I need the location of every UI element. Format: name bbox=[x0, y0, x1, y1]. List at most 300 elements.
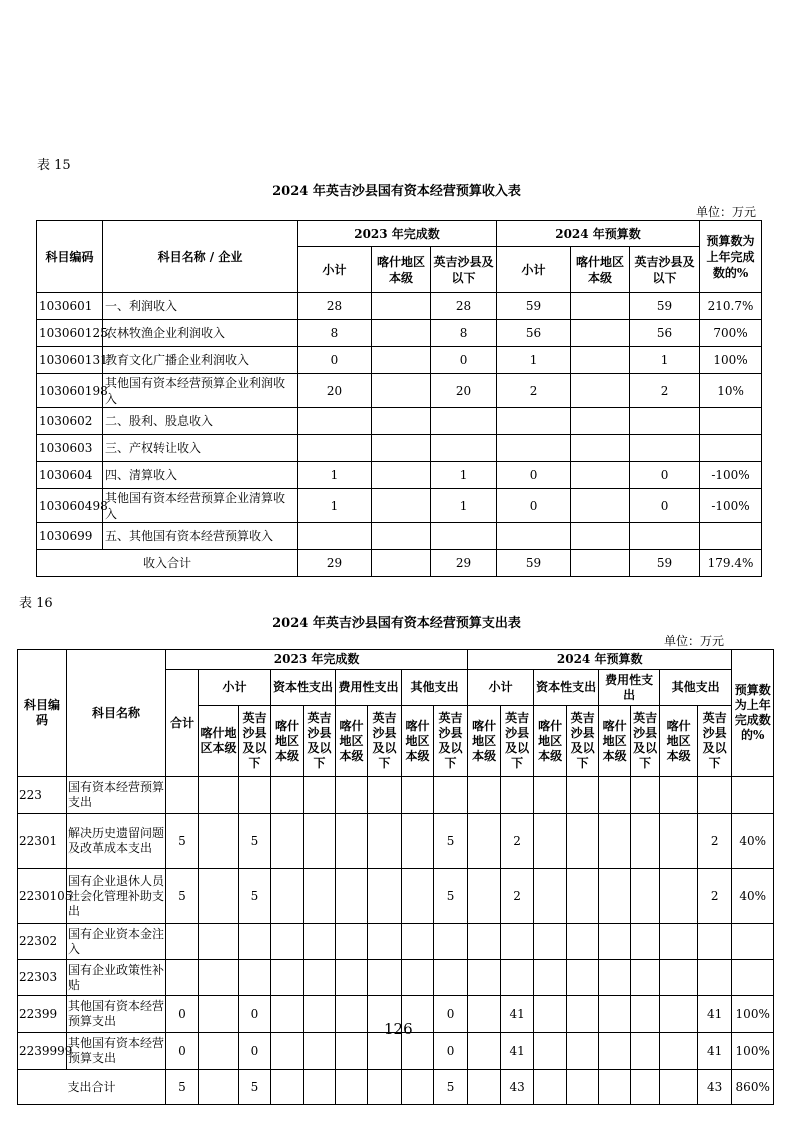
row-code: 22399 bbox=[18, 996, 67, 1033]
cell bbox=[700, 435, 762, 462]
cell: 1 bbox=[298, 489, 372, 523]
cell bbox=[304, 1070, 336, 1105]
cell: 20 bbox=[431, 374, 497, 408]
cell bbox=[372, 550, 431, 577]
cell bbox=[599, 924, 631, 960]
cell bbox=[199, 1070, 239, 1105]
cell bbox=[571, 550, 630, 577]
cell bbox=[298, 408, 372, 435]
cell bbox=[304, 777, 336, 814]
cell bbox=[497, 523, 571, 550]
cell bbox=[271, 996, 304, 1033]
row-name: 其他国有资本经营预算支出 bbox=[67, 996, 166, 1033]
cell bbox=[571, 374, 630, 408]
cell: -100% bbox=[700, 462, 762, 489]
header-kashgar: 喀什地区本级 bbox=[372, 247, 431, 293]
cell bbox=[732, 777, 774, 814]
cell: 0 bbox=[434, 1033, 468, 1070]
cell bbox=[368, 869, 402, 924]
header-name: 科目名称 / 企业 bbox=[103, 221, 298, 293]
cell bbox=[368, 960, 402, 996]
cell bbox=[199, 924, 239, 960]
row-code: 1030699 bbox=[37, 523, 103, 550]
row-code: 2239999 bbox=[18, 1033, 67, 1070]
cell: 860% bbox=[732, 1070, 774, 1105]
row-code: 223 bbox=[18, 777, 67, 814]
cell: 8 bbox=[431, 320, 497, 347]
table15-title: 2024 年英吉沙县国有资本经营预算收入表 bbox=[272, 184, 521, 199]
table15-unit: 单位：万元 bbox=[696, 205, 757, 219]
cell: 0 bbox=[630, 462, 700, 489]
cell bbox=[501, 960, 534, 996]
cell: 8 bbox=[298, 320, 372, 347]
header-kashgar: 喀什地区本级 bbox=[271, 706, 304, 777]
header-other: 其他支出 bbox=[660, 670, 732, 706]
cell: 28 bbox=[298, 293, 372, 320]
cell bbox=[239, 960, 271, 996]
cell: 28 bbox=[431, 293, 497, 320]
header-county: 英吉沙县及以下 bbox=[567, 706, 599, 777]
header-subtotal: 小计 bbox=[497, 247, 571, 293]
header-code: 科目编码 bbox=[18, 650, 67, 777]
header-expense: 费用性支出 bbox=[336, 670, 402, 706]
cell bbox=[660, 777, 698, 814]
cell bbox=[630, 408, 700, 435]
cell bbox=[571, 523, 630, 550]
cell bbox=[468, 960, 501, 996]
cell bbox=[631, 814, 660, 869]
cell bbox=[166, 960, 199, 996]
header-county: 英吉沙县及以下 bbox=[368, 706, 402, 777]
row-name: 农林牧渔企业利润收入 bbox=[103, 320, 298, 347]
row-name: 四、清算收入 bbox=[103, 462, 298, 489]
cell bbox=[372, 320, 431, 347]
row-code: 103060125 bbox=[37, 320, 103, 347]
cell bbox=[336, 869, 368, 924]
cell bbox=[571, 435, 630, 462]
cell: 5 bbox=[434, 814, 468, 869]
cell bbox=[660, 960, 698, 996]
cell: 0 bbox=[166, 996, 199, 1033]
cell bbox=[402, 960, 434, 996]
cell bbox=[336, 1070, 368, 1105]
header-county: 英吉沙县及以下 bbox=[434, 706, 468, 777]
cell: 100% bbox=[732, 996, 774, 1033]
cell bbox=[468, 777, 501, 814]
cell bbox=[271, 777, 304, 814]
cell bbox=[534, 1033, 567, 1070]
cell bbox=[298, 523, 372, 550]
cell bbox=[534, 960, 567, 996]
cell bbox=[199, 1033, 239, 1070]
header-county: 英吉沙县及以下 bbox=[631, 706, 660, 777]
cell bbox=[567, 924, 599, 960]
cell bbox=[271, 1070, 304, 1105]
cell bbox=[402, 1033, 434, 1070]
cell bbox=[534, 1070, 567, 1105]
table-row bbox=[37, 347, 762, 374]
cell bbox=[402, 924, 434, 960]
cell: 41 bbox=[501, 996, 534, 1033]
cell bbox=[336, 1033, 368, 1070]
table-row bbox=[37, 320, 762, 347]
cell: 41 bbox=[698, 1033, 732, 1070]
row-name: 其他国有资本经营预算企业利润收入 bbox=[103, 374, 298, 408]
cell bbox=[431, 523, 497, 550]
cell bbox=[631, 996, 660, 1033]
cell: 0 bbox=[239, 1033, 271, 1070]
cell bbox=[166, 924, 199, 960]
cell bbox=[497, 408, 571, 435]
row-name: 二、股利、股息收入 bbox=[103, 408, 298, 435]
cell bbox=[271, 924, 304, 960]
cell bbox=[698, 924, 732, 960]
row-code: 103060498 bbox=[37, 489, 103, 523]
row-code: 1030602 bbox=[37, 408, 103, 435]
cell bbox=[631, 960, 660, 996]
cell bbox=[631, 869, 660, 924]
table-row bbox=[37, 462, 762, 489]
cell bbox=[567, 960, 599, 996]
header-county: 英吉沙县及以下 bbox=[239, 706, 271, 777]
cell: 40% bbox=[732, 814, 774, 869]
cell bbox=[599, 960, 631, 996]
table-row bbox=[18, 777, 774, 814]
table16-total-row bbox=[18, 1070, 774, 1105]
table-row bbox=[18, 869, 774, 924]
row-name: 五、其他国有资本经营预算收入 bbox=[103, 523, 298, 550]
header-kashgar: 喀什地区本级 bbox=[468, 706, 501, 777]
cell bbox=[599, 1070, 631, 1105]
cell: 100% bbox=[732, 1033, 774, 1070]
cell bbox=[497, 435, 571, 462]
cell: 5 bbox=[434, 1070, 468, 1105]
row-name: 解决历史遗留问题及改革成本支出 bbox=[67, 814, 166, 869]
table-row bbox=[18, 924, 774, 960]
cell bbox=[700, 523, 762, 550]
cell: 41 bbox=[501, 1033, 534, 1070]
cell bbox=[571, 408, 630, 435]
cell: 1 bbox=[431, 489, 497, 523]
row-code: 1030603 bbox=[37, 435, 103, 462]
row-code: 1030604 bbox=[37, 462, 103, 489]
cell bbox=[199, 777, 239, 814]
cell: 20 bbox=[298, 374, 372, 408]
cell bbox=[698, 777, 732, 814]
cell bbox=[571, 462, 630, 489]
cell bbox=[534, 996, 567, 1033]
header-county: 英吉沙县及以下 bbox=[698, 706, 732, 777]
cell bbox=[304, 996, 336, 1033]
cell: 1 bbox=[497, 347, 571, 374]
row-name: 国有企业政策性补贴 bbox=[67, 960, 166, 996]
table16-unit: 单位：万元 bbox=[664, 634, 725, 648]
table-row bbox=[37, 374, 762, 408]
cell bbox=[599, 1033, 631, 1070]
cell bbox=[402, 777, 434, 814]
cell bbox=[271, 869, 304, 924]
cell bbox=[304, 869, 336, 924]
table15-label: 表 15 bbox=[37, 158, 71, 173]
cell: 29 bbox=[298, 550, 372, 577]
cell bbox=[631, 1070, 660, 1105]
cell bbox=[372, 374, 431, 408]
cell bbox=[631, 777, 660, 814]
row-code: 103060131 bbox=[37, 347, 103, 374]
cell: 5 bbox=[166, 814, 199, 869]
header-2024: 2024 年预算数 bbox=[497, 221, 700, 247]
cell bbox=[304, 960, 336, 996]
cell bbox=[336, 924, 368, 960]
cell bbox=[571, 347, 630, 374]
cell bbox=[534, 814, 567, 869]
cell: 10% bbox=[700, 374, 762, 408]
cell: 210.7% bbox=[700, 293, 762, 320]
cell bbox=[468, 1070, 501, 1105]
table-row bbox=[37, 489, 762, 523]
cell: 43 bbox=[501, 1070, 534, 1105]
header-kashgar: 喀什地区本级 bbox=[599, 706, 631, 777]
cell bbox=[372, 435, 431, 462]
header-capital: 资本性支出 bbox=[271, 670, 336, 706]
table-row bbox=[37, 408, 762, 435]
row-name: 教育文化广播企业利润收入 bbox=[103, 347, 298, 374]
header-name: 科目名称 bbox=[67, 650, 166, 777]
table15-total-row bbox=[37, 550, 762, 577]
header-county: 英吉沙县及以下 bbox=[501, 706, 534, 777]
cell bbox=[660, 814, 698, 869]
cell: 59 bbox=[497, 293, 571, 320]
row-code: 2230105 bbox=[18, 869, 67, 924]
cell bbox=[534, 869, 567, 924]
cell: 5 bbox=[239, 814, 271, 869]
cell: 0 bbox=[431, 347, 497, 374]
cell bbox=[599, 777, 631, 814]
row-name: 一、利润收入 bbox=[103, 293, 298, 320]
cell bbox=[660, 869, 698, 924]
header-subtotal: 小计 bbox=[298, 247, 372, 293]
cell bbox=[304, 924, 336, 960]
cell bbox=[336, 960, 368, 996]
cell bbox=[372, 523, 431, 550]
cell bbox=[434, 960, 468, 996]
cell bbox=[567, 814, 599, 869]
cell: 100% bbox=[700, 347, 762, 374]
cell: 0 bbox=[630, 489, 700, 523]
cell bbox=[271, 960, 304, 996]
row-code: 22301 bbox=[18, 814, 67, 869]
cell bbox=[534, 924, 567, 960]
header-kashgar: 喀什地区本级 bbox=[660, 706, 698, 777]
row-code: 22303 bbox=[18, 960, 67, 996]
cell: 700% bbox=[700, 320, 762, 347]
header-kashgar: 喀什地区本级 bbox=[571, 247, 630, 293]
cell: 0 bbox=[166, 1033, 199, 1070]
cell: 0 bbox=[434, 996, 468, 1033]
cell bbox=[501, 924, 534, 960]
table-row bbox=[18, 1033, 774, 1070]
cell bbox=[372, 462, 431, 489]
cell bbox=[372, 347, 431, 374]
table15 bbox=[36, 220, 762, 577]
cell bbox=[304, 1033, 336, 1070]
page-number: 126 bbox=[384, 1020, 413, 1038]
cell: 1 bbox=[298, 462, 372, 489]
header-county: 英吉沙县及以下 bbox=[630, 247, 700, 293]
cell bbox=[660, 1033, 698, 1070]
cell bbox=[660, 924, 698, 960]
cell bbox=[368, 924, 402, 960]
cell: 59 bbox=[497, 550, 571, 577]
cell: 2 bbox=[501, 869, 534, 924]
cell bbox=[698, 960, 732, 996]
cell bbox=[631, 1033, 660, 1070]
cell: 59 bbox=[630, 293, 700, 320]
cell bbox=[402, 869, 434, 924]
table-row bbox=[18, 960, 774, 996]
cell: 5 bbox=[239, 1070, 271, 1105]
header-kashgar: 喀什地区本级 bbox=[336, 706, 368, 777]
cell: 56 bbox=[630, 320, 700, 347]
cell bbox=[304, 814, 336, 869]
cell bbox=[732, 960, 774, 996]
table-row bbox=[18, 814, 774, 869]
cell bbox=[431, 408, 497, 435]
cell: 5 bbox=[166, 869, 199, 924]
header-expense: 费用性支出 bbox=[599, 670, 660, 706]
header-capital: 资本性支出 bbox=[534, 670, 599, 706]
cell bbox=[431, 435, 497, 462]
header-ratio: 预算数为上年完成数的% bbox=[700, 221, 762, 293]
header-2023: 2023 年完成数 bbox=[166, 650, 468, 670]
cell bbox=[199, 996, 239, 1033]
cell bbox=[501, 777, 534, 814]
cell bbox=[402, 814, 434, 869]
cell bbox=[372, 489, 431, 523]
cell: 5 bbox=[434, 869, 468, 924]
cell bbox=[239, 777, 271, 814]
cell: 40% bbox=[732, 869, 774, 924]
cell: 59 bbox=[630, 550, 700, 577]
header-2024: 2024 年预算数 bbox=[468, 650, 732, 670]
cell: 179.4% bbox=[700, 550, 762, 577]
cell bbox=[571, 320, 630, 347]
cell bbox=[368, 1033, 402, 1070]
cell bbox=[468, 996, 501, 1033]
cell: 29 bbox=[431, 550, 497, 577]
cell: 43 bbox=[698, 1070, 732, 1105]
cell bbox=[630, 435, 700, 462]
cell bbox=[571, 293, 630, 320]
row-name: 国有资本经营预算支出 bbox=[67, 777, 166, 814]
cell bbox=[166, 777, 199, 814]
cell bbox=[630, 523, 700, 550]
total-label: 收入合计 bbox=[37, 550, 298, 577]
header-ratio: 预算数为上年完成数的% bbox=[732, 650, 774, 777]
cell: 1 bbox=[431, 462, 497, 489]
cell bbox=[372, 408, 431, 435]
header-subtotal: 小计 bbox=[468, 670, 534, 706]
table16-label: 表 16 bbox=[19, 596, 53, 611]
row-name: 三、产权转让收入 bbox=[103, 435, 298, 462]
row-name: 国有企业资本金注入 bbox=[67, 924, 166, 960]
row-code: 22302 bbox=[18, 924, 67, 960]
cell bbox=[599, 996, 631, 1033]
cell bbox=[336, 777, 368, 814]
cell: 2 bbox=[698, 869, 732, 924]
cell: 0 bbox=[497, 462, 571, 489]
cell: 0 bbox=[497, 489, 571, 523]
cell: 2 bbox=[698, 814, 732, 869]
cell bbox=[434, 924, 468, 960]
cell bbox=[660, 996, 698, 1033]
cell bbox=[599, 814, 631, 869]
row-name: 其他国有资本经营预算支出 bbox=[67, 1033, 166, 1070]
cell: -100% bbox=[700, 489, 762, 523]
header-kashgar: 喀什地区本级 bbox=[534, 706, 567, 777]
table-row bbox=[37, 435, 762, 462]
header-county: 英吉沙县及以下 bbox=[431, 247, 497, 293]
cell bbox=[732, 924, 774, 960]
cell bbox=[660, 1070, 698, 1105]
cell bbox=[402, 1070, 434, 1105]
cell bbox=[298, 435, 372, 462]
cell bbox=[199, 869, 239, 924]
cell bbox=[567, 996, 599, 1033]
cell bbox=[468, 1033, 501, 1070]
cell bbox=[571, 489, 630, 523]
cell: 2 bbox=[497, 374, 571, 408]
cell bbox=[567, 777, 599, 814]
cell bbox=[468, 924, 501, 960]
cell bbox=[271, 814, 304, 869]
cell: 0 bbox=[239, 996, 271, 1033]
cell bbox=[468, 814, 501, 869]
row-name: 国有企业退休人员社会化管理补助支出 bbox=[67, 869, 166, 924]
cell bbox=[434, 777, 468, 814]
cell bbox=[631, 924, 660, 960]
cell bbox=[567, 1070, 599, 1105]
header-2023: 2023 年完成数 bbox=[298, 221, 497, 247]
header-other: 其他支出 bbox=[402, 670, 468, 706]
row-name: 其他国有资本经营预算企业清算收入 bbox=[103, 489, 298, 523]
cell bbox=[468, 869, 501, 924]
table-row bbox=[37, 293, 762, 320]
cell bbox=[199, 814, 239, 869]
cell bbox=[368, 777, 402, 814]
header-total: 合计 bbox=[166, 670, 199, 777]
cell bbox=[199, 960, 239, 996]
cell: 5 bbox=[239, 869, 271, 924]
table-row bbox=[37, 523, 762, 550]
cell: 56 bbox=[497, 320, 571, 347]
cell: 1 bbox=[630, 347, 700, 374]
cell bbox=[567, 869, 599, 924]
cell bbox=[271, 1033, 304, 1070]
header-kashgar: 喀什地区本级 bbox=[402, 706, 434, 777]
cell bbox=[599, 869, 631, 924]
row-code: 1030601 bbox=[37, 293, 103, 320]
row-code: 103060198 bbox=[37, 374, 103, 408]
cell bbox=[534, 777, 567, 814]
cell bbox=[336, 996, 368, 1033]
header-code: 科目编码 bbox=[37, 221, 103, 293]
cell bbox=[372, 293, 431, 320]
cell: 0 bbox=[298, 347, 372, 374]
table16-title: 2024 年英吉沙县国有资本经营预算支出表 bbox=[272, 616, 521, 631]
cell bbox=[239, 924, 271, 960]
cell: 2 bbox=[501, 814, 534, 869]
